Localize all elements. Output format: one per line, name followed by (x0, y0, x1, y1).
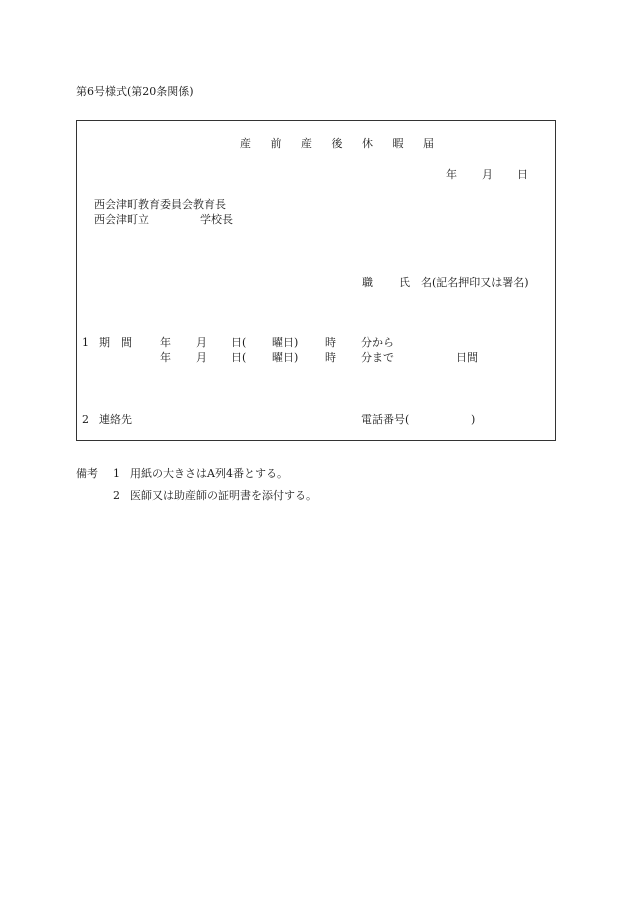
period-from-day: 日( (231, 336, 247, 349)
phone-number-label: 電話番号( (361, 413, 410, 426)
period-from-minute: 分から (361, 336, 394, 349)
period-to-hour: 時 (325, 351, 336, 364)
note-2-number: 2 (113, 489, 120, 502)
period-label: 期 間 (99, 336, 132, 349)
addressee-school-prefix: 西会津町立 (94, 213, 149, 226)
applicant-position-label: 職 (362, 276, 373, 289)
period-from-weekday: 曜日) (272, 336, 299, 349)
period-to-month: 月 (196, 351, 207, 364)
period-from-hour: 時 (325, 336, 336, 349)
date-month-label: 月 (482, 168, 493, 181)
period-from-year: 年 (160, 336, 171, 349)
addressee-school-suffix: 学校長 (200, 213, 233, 226)
date-day-label: 日 (517, 168, 528, 181)
period-days-label: 日間 (456, 351, 478, 364)
period-to-day: 日( (231, 351, 247, 364)
notes-label: 備考 (76, 467, 98, 480)
addressee-superintendent: 西会津町教育委員会教育長 (94, 198, 226, 211)
applicant-name-label: 氏 名(記名押印又は署名) (399, 276, 529, 289)
phone-number-close: ) (471, 413, 476, 426)
contact-label: 連絡先 (99, 413, 132, 426)
form-title: 産 前 産 後 休 暇 届 (240, 137, 442, 150)
period-to-minute: 分まで (361, 351, 394, 364)
period-to-weekday: 曜日) (272, 351, 299, 364)
note-1-text: 用紙の大きさはA列4番とする。 (130, 467, 288, 480)
period-to-year: 年 (160, 351, 171, 364)
period-from-month: 月 (196, 336, 207, 349)
note-1-number: 1 (113, 467, 120, 480)
note-2-text: 医師又は助産師の証明書を添付する。 (130, 489, 317, 502)
date-year-label: 年 (446, 168, 457, 181)
period-number: 1 (82, 336, 89, 349)
contact-number: 2 (82, 413, 89, 426)
form-number: 第6号様式(第20条関係) (76, 85, 194, 98)
